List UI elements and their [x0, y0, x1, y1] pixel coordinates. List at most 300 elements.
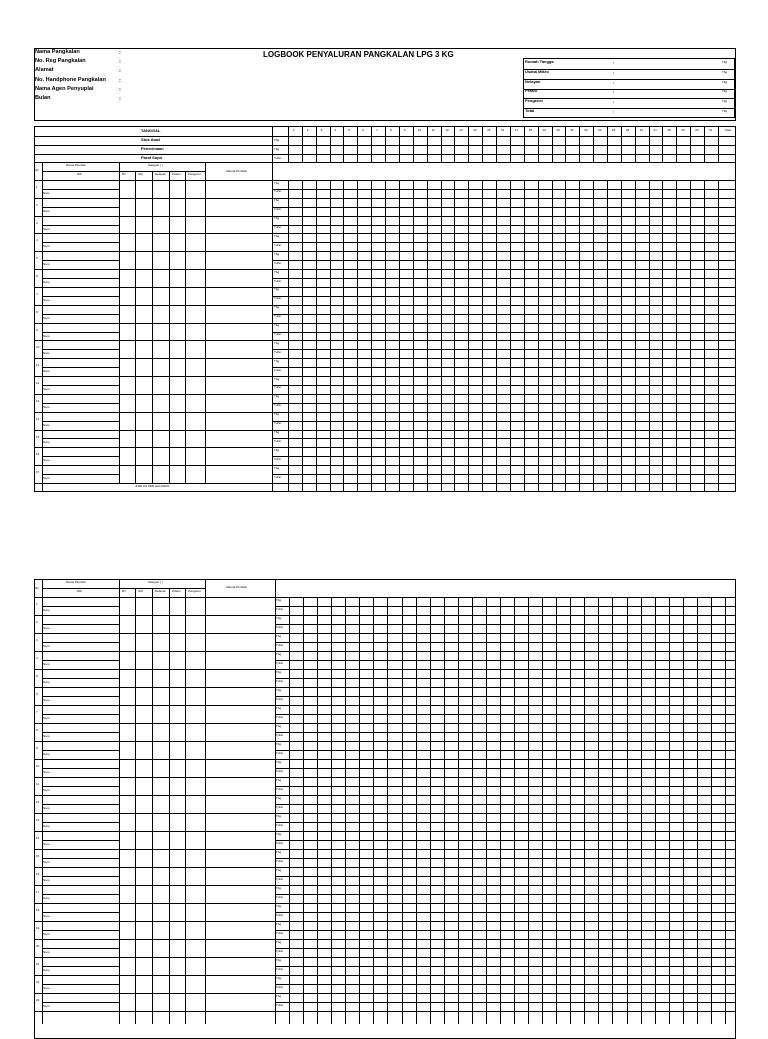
row-paraf-label: Tulisi	[276, 624, 283, 629]
day-col-line	[725, 597, 726, 1024]
tbg-paraf-split	[272, 349, 735, 350]
tbg-paraf-split	[275, 714, 735, 715]
row-number: 11	[36, 782, 40, 786]
row-number: 9	[36, 746, 38, 750]
nik-nama-split	[42, 750, 119, 751]
tbg-paraf-split	[275, 660, 735, 661]
row-nama-label: Nam.	[43, 932, 51, 936]
row-nama-label: Nam.	[43, 662, 51, 666]
day-col-line	[357, 127, 358, 162]
day-col-line	[579, 180, 580, 492]
tbg-paraf-split	[272, 421, 735, 422]
col-header-no: No	[35, 168, 39, 172]
nik-nama-split	[42, 912, 119, 913]
day-number: 15	[487, 128, 491, 132]
row-tbg-label: Tbg	[274, 447, 280, 452]
info-label: Bulan	[35, 95, 51, 101]
day-col-line	[662, 180, 663, 492]
data-row-line	[34, 340, 735, 341]
section-row-label: Penerimaan	[141, 145, 164, 151]
nik-nama-split	[42, 822, 119, 823]
row-paraf-label: Tulisi	[274, 242, 281, 247]
day-number: 10	[417, 128, 422, 132]
day-col-line	[676, 180, 677, 492]
summary-separator: :	[613, 99, 615, 105]
row-number: 14	[36, 836, 40, 840]
summary-separator: :	[613, 79, 615, 85]
row-paraf-label: Tulisi	[274, 207, 281, 212]
nik-nama-split	[42, 804, 119, 805]
row-tbg-label: Tbg	[274, 465, 280, 470]
row-number: 12	[36, 381, 40, 386]
info-label: Alamat	[35, 67, 54, 73]
day-number: 4	[334, 128, 337, 132]
day-col-line	[649, 180, 650, 492]
row-number: 20	[36, 944, 40, 948]
row-number: 4	[36, 656, 38, 660]
row-nama-label: Nam.	[43, 190, 51, 195]
row-nama-label: Nam.	[43, 860, 51, 864]
day-col-line	[303, 597, 304, 1024]
tbg-paraf-split	[275, 678, 735, 679]
row-paraf-label: Tulisi	[276, 642, 283, 647]
day-col-line	[330, 180, 331, 492]
nik-nama-split	[42, 456, 119, 457]
day-col-line	[649, 127, 650, 162]
summary-row-line	[523, 79, 735, 80]
day-col-line	[718, 127, 719, 162]
row-paraf-label: Tulisi	[274, 314, 281, 319]
data-row-line	[34, 1011, 735, 1012]
tbg-paraf-split	[275, 840, 735, 841]
day-col-line	[468, 127, 469, 162]
row-number: 19	[36, 926, 40, 930]
day-col-line	[444, 597, 445, 1024]
row-tbg-label: Tbg	[276, 669, 282, 674]
row-paraf-label: Tulisi	[274, 332, 281, 336]
kategori-label: Petani	[172, 589, 181, 593]
summary-unit: Tbg	[722, 69, 728, 74]
row-tbg-label: Tbg	[274, 269, 280, 274]
day-col-line	[621, 180, 622, 492]
summary-label: Nelayan	[525, 78, 541, 84]
row-nama-label: Nam.	[43, 351, 51, 356]
day-col-line	[343, 127, 344, 162]
row-tbg-label: Tbg	[276, 615, 282, 620]
header-bottom-line	[34, 597, 735, 598]
day-number: 3	[320, 128, 323, 132]
day-col-line	[302, 180, 303, 492]
nik-nama-split	[42, 696, 119, 697]
tbg-paraf-split	[275, 822, 735, 823]
day-col-line	[524, 180, 525, 492]
row-nama-label: Nam.	[43, 716, 51, 720]
data-row-line	[34, 376, 735, 377]
nik-nama-split	[42, 948, 119, 949]
day-col-line	[441, 127, 442, 162]
row-tbg-label: Tbg	[274, 305, 280, 310]
day-col-line	[357, 180, 358, 492]
data-row-line	[34, 412, 735, 413]
day-number: 5	[348, 128, 351, 132]
nik-nama-split	[42, 642, 119, 643]
info-separator: :	[119, 59, 121, 65]
kategori-label: UM	[138, 589, 143, 593]
day-col-line	[612, 597, 613, 1024]
row-number: 21	[36, 962, 40, 966]
day-col-line	[317, 597, 318, 1024]
day-number: 1	[292, 128, 295, 132]
day-col-line	[454, 127, 455, 162]
day-col-line	[683, 597, 684, 1024]
day-number: 30	[695, 128, 699, 132]
data-row-line	[34, 358, 735, 359]
day-col-line	[288, 180, 289, 492]
day-col-line	[345, 597, 346, 1024]
row-number: 11	[36, 363, 40, 368]
row-tbg-label: Tbg	[276, 687, 282, 692]
col-header-alamat: Alamat Pembeli	[226, 585, 248, 589]
row-number: 3	[36, 220, 38, 225]
nik-nama-split	[42, 278, 119, 279]
info-separator: :	[119, 87, 121, 93]
section-row-label: Stok Awal	[141, 136, 160, 142]
nik-nama-split	[42, 894, 119, 895]
day-col-line	[704, 180, 705, 492]
row-number: 18	[36, 908, 40, 912]
row-paraf-label: Tulisi	[276, 930, 283, 935]
page-title: LOGBOOK PENYALURAN PANGKALAN LPG 3 KG	[263, 50, 454, 59]
summary-unit: Tbg	[722, 89, 728, 94]
nik-nama-split	[42, 660, 119, 661]
nik-nama-split	[42, 385, 119, 386]
day-col-line	[399, 127, 400, 162]
day-col-line	[579, 127, 580, 162]
data-row-line	[34, 633, 735, 634]
nik-nama-split	[42, 242, 119, 243]
row-paraf-label: Tulisi	[276, 804, 283, 809]
day-col-line	[500, 597, 501, 1024]
summary-separator: :	[613, 60, 615, 65]
day-col-line	[528, 597, 529, 1024]
day-col-line	[669, 597, 670, 1024]
row-paraf-label: Tulisi	[276, 678, 283, 683]
nik-nama-split	[42, 858, 119, 859]
tbg-paraf-split	[272, 403, 735, 404]
row-tbg-label: Tbg	[276, 831, 282, 836]
row-number: 1	[36, 185, 38, 189]
row-number: 10	[36, 345, 40, 350]
info-label: Nama Pangkalan	[35, 49, 80, 55]
section-row-label: TANGGAL	[141, 127, 161, 133]
row-paraf-label: Tulisi	[276, 912, 283, 917]
tbg-paraf-split	[275, 804, 735, 805]
row-paraf-label: Tulisi	[274, 296, 281, 301]
col-header-kategori: Kategori ( )	[148, 163, 163, 167]
unit-label: Tbg	[274, 138, 280, 142]
row-number: 23	[36, 998, 40, 1002]
tbg-paraf-split	[275, 606, 735, 607]
row-number: 17	[36, 470, 40, 475]
data-row-line	[34, 323, 735, 324]
data-row-line	[34, 394, 735, 395]
col-header-nama: Nama Pembeli	[66, 580, 86, 584]
day-number: 18	[528, 128, 533, 132]
data-row-line	[34, 216, 735, 217]
row-nama-label: Nam.	[43, 369, 51, 374]
data-row-line	[34, 465, 735, 466]
summary-separator: :	[613, 89, 615, 95]
page2-table-frame	[34, 579, 736, 1039]
day-col-line	[565, 127, 566, 162]
day-number: 23	[598, 128, 602, 132]
row-paraf-label: Tulisi	[276, 876, 283, 881]
day-col-line	[343, 180, 344, 492]
row-nama-label: Nam.	[43, 734, 51, 738]
day-number: 9	[403, 128, 406, 132]
row-tbg-label: Tbg	[276, 597, 282, 602]
info-label: No. Reg Pangkalan	[35, 58, 86, 64]
tbg-paraf-split	[272, 189, 735, 190]
row-nama-label: Nam.	[43, 422, 51, 427]
day-col-line	[482, 180, 483, 492]
label-col-line	[272, 127, 273, 162]
day-col-line	[676, 127, 677, 162]
day-col-line	[655, 597, 656, 1024]
summary-row-line	[523, 108, 735, 109]
section-line	[34, 162, 735, 163]
row-number: 2	[36, 620, 38, 624]
data-row-line	[34, 741, 735, 742]
row-nama-label: Nam.	[43, 878, 51, 882]
row-tbg-label: Tbg	[274, 251, 280, 256]
tbg-paraf-split	[272, 225, 735, 226]
day-col-line	[598, 597, 599, 1024]
kategori-label: Petani	[172, 172, 181, 176]
day-col-line	[427, 180, 428, 492]
kategori-label: Pengecer	[188, 589, 201, 593]
tbg-paraf-split	[272, 296, 735, 297]
kategori-col-line	[185, 171, 186, 483]
nik-nama-split	[42, 966, 119, 967]
tbg-paraf-split	[272, 438, 735, 439]
nik-nama-split	[42, 624, 119, 625]
row-tbg-label: Tbg	[276, 759, 282, 764]
kategori-label: RT	[122, 172, 126, 176]
data-row-line	[34, 939, 735, 940]
row-paraf-label: Tulisi	[276, 786, 283, 791]
data-row-line	[34, 447, 735, 448]
day-col-line	[735, 127, 736, 162]
day-col-line	[584, 597, 585, 1024]
row-paraf-label: Tulisi	[276, 822, 283, 827]
row-nama-label: Nam.	[43, 698, 51, 702]
tbg-paraf-split	[272, 207, 735, 208]
row-tbg-label: Tbg	[274, 180, 280, 185]
tbg-paraf-split	[275, 948, 735, 949]
row-number: 13	[36, 398, 40, 403]
footer-total-label: JUMLAH PER HALAMAN	[135, 484, 170, 488]
data-row-line	[34, 903, 735, 904]
day-number: 26	[639, 128, 644, 132]
tbg-paraf-split	[275, 894, 735, 895]
row-paraf-label: Tulisi	[276, 732, 283, 737]
row-tbg-label: Tbg	[276, 705, 282, 710]
data-row-line	[34, 651, 735, 652]
row-tbg-label: Tbg	[276, 651, 282, 656]
data-row-line	[34, 795, 735, 796]
row-tbg-label: Tbg	[276, 903, 282, 908]
data-row-line	[34, 669, 735, 670]
nik-nama-split	[42, 367, 119, 368]
row-nama-label: Nam.	[43, 950, 51, 954]
day-col-line	[690, 180, 691, 492]
day-col-line	[542, 597, 543, 1024]
day-col-line	[635, 180, 636, 492]
row-tbg-label: Tbg	[274, 376, 280, 381]
day-number: 17	[514, 128, 519, 132]
data-row-line	[34, 287, 735, 288]
day-col-line	[486, 597, 487, 1024]
day-col-line	[593, 127, 594, 162]
tbg-paraf-split	[275, 1002, 735, 1003]
row-tbg-label: Tbg	[276, 777, 282, 782]
day-number: 22	[584, 128, 588, 132]
day-col-line	[402, 597, 403, 1024]
row-tbg-label: Tbg	[274, 430, 280, 435]
day-col-line	[711, 597, 712, 1024]
data-row-line	[34, 723, 735, 724]
day-col-line	[316, 180, 317, 492]
day-number: 2	[306, 128, 309, 132]
data-row-line	[34, 233, 735, 234]
info-separator: :	[119, 68, 121, 74]
summary-separator: :	[613, 69, 615, 75]
summary-separator: :	[613, 109, 615, 114]
day-col-line	[413, 180, 414, 492]
summary-label: Rumah Tangga	[525, 59, 554, 64]
data-row-line	[34, 615, 735, 616]
nik-nama-split	[42, 438, 119, 439]
day-number: 12	[445, 128, 449, 132]
nik-nama-split	[42, 314, 119, 315]
day-col-line	[416, 597, 417, 1024]
row-paraf-label: Tulisi	[274, 456, 281, 461]
row-nama-label: Nam.	[43, 626, 51, 630]
row-tbg-label: Tbg	[274, 358, 280, 363]
col-header-no: No	[35, 586, 39, 590]
tbg-paraf-split	[275, 750, 735, 751]
data-row-line	[34, 251, 735, 252]
info-separator: :	[119, 78, 121, 84]
row-tbg-label: Tbg	[274, 340, 280, 345]
tbg-paraf-split	[275, 876, 735, 877]
row-paraf-label: Tulisi	[276, 840, 283, 845]
row-nama-label: Nam.	[43, 770, 51, 774]
summary-row-line	[523, 69, 735, 70]
day-number: Total	[724, 128, 731, 132]
day-col-line	[427, 127, 428, 162]
day-col-line	[641, 597, 642, 1024]
data-row-line	[34, 305, 735, 306]
row-paraf-label: Tulisi	[276, 606, 283, 611]
data-row-line	[34, 849, 735, 850]
row-number: 8	[36, 728, 38, 732]
day-col-line	[430, 597, 431, 1024]
nik-nama-split	[42, 606, 119, 607]
day-col-line	[371, 127, 372, 162]
nik-nama-split	[42, 840, 119, 841]
nik-nama-split	[42, 678, 119, 679]
row-paraf-label: Tulisi	[276, 984, 283, 989]
day-col-line	[288, 127, 289, 162]
kategori-col-line	[135, 171, 136, 483]
info-label: No. Handphone Pangkalan	[35, 77, 106, 83]
row-paraf-label: Tulisi	[276, 696, 283, 701]
day-col-line	[704, 127, 705, 162]
data-row-line	[34, 831, 735, 832]
day-number: 27	[653, 128, 657, 132]
nik-nama-split	[42, 225, 119, 226]
day-col-line	[496, 180, 497, 492]
row-tbg-label: Tbg	[276, 849, 282, 854]
row-paraf-label: Tulisi	[274, 349, 281, 354]
day-col-line	[385, 127, 386, 162]
tbg-paraf-split	[275, 786, 735, 787]
day-col-line	[607, 127, 608, 162]
summary-unit: Tbg	[722, 109, 728, 113]
row-paraf-label: Tulisi	[276, 894, 283, 899]
nik-nama-split	[42, 421, 119, 422]
tbg-paraf-split	[272, 332, 735, 333]
tbg-paraf-split	[272, 456, 735, 457]
summary-row-line	[523, 89, 735, 90]
row-number: 12	[36, 800, 40, 804]
day-col-line	[385, 180, 386, 492]
row-nama-label: Nam.	[43, 262, 51, 267]
day-number: 31	[709, 128, 713, 132]
tbg-paraf-split	[275, 696, 735, 697]
nik-nama-split	[42, 768, 119, 769]
row-nama-label: Nam.	[43, 297, 51, 302]
info-separator: :	[119, 50, 121, 56]
row-nama-label: Nam.	[43, 608, 51, 612]
day-col-line	[565, 180, 566, 492]
day-col-line	[359, 597, 360, 1024]
row-paraf-label: Tulisi	[276, 768, 283, 773]
row-paraf-label: Tulisi	[276, 948, 283, 953]
day-number: 6	[362, 128, 364, 132]
day-col-line	[458, 597, 459, 1024]
day-col-line	[735, 180, 736, 492]
day-col-line	[482, 127, 483, 162]
data-row-line	[34, 957, 735, 958]
row-number: 4	[36, 238, 38, 243]
day-number: 29	[681, 128, 685, 132]
row-number: 13	[36, 818, 40, 822]
day-number: 13	[459, 128, 463, 132]
row-number: 3	[36, 638, 38, 642]
row-paraf-label: Tulisi	[274, 225, 281, 230]
tbg-paraf-split	[272, 474, 735, 475]
row-tbg-label: Tbg	[274, 233, 280, 238]
nik-nama-split	[42, 207, 119, 208]
row-number: 6	[36, 692, 38, 696]
info-label: Nama Agen Penyuplai	[35, 86, 94, 92]
unit-label: Tbg	[274, 147, 280, 151]
row-tbg-label: Tbg	[276, 957, 282, 962]
day-col-line	[552, 127, 553, 162]
